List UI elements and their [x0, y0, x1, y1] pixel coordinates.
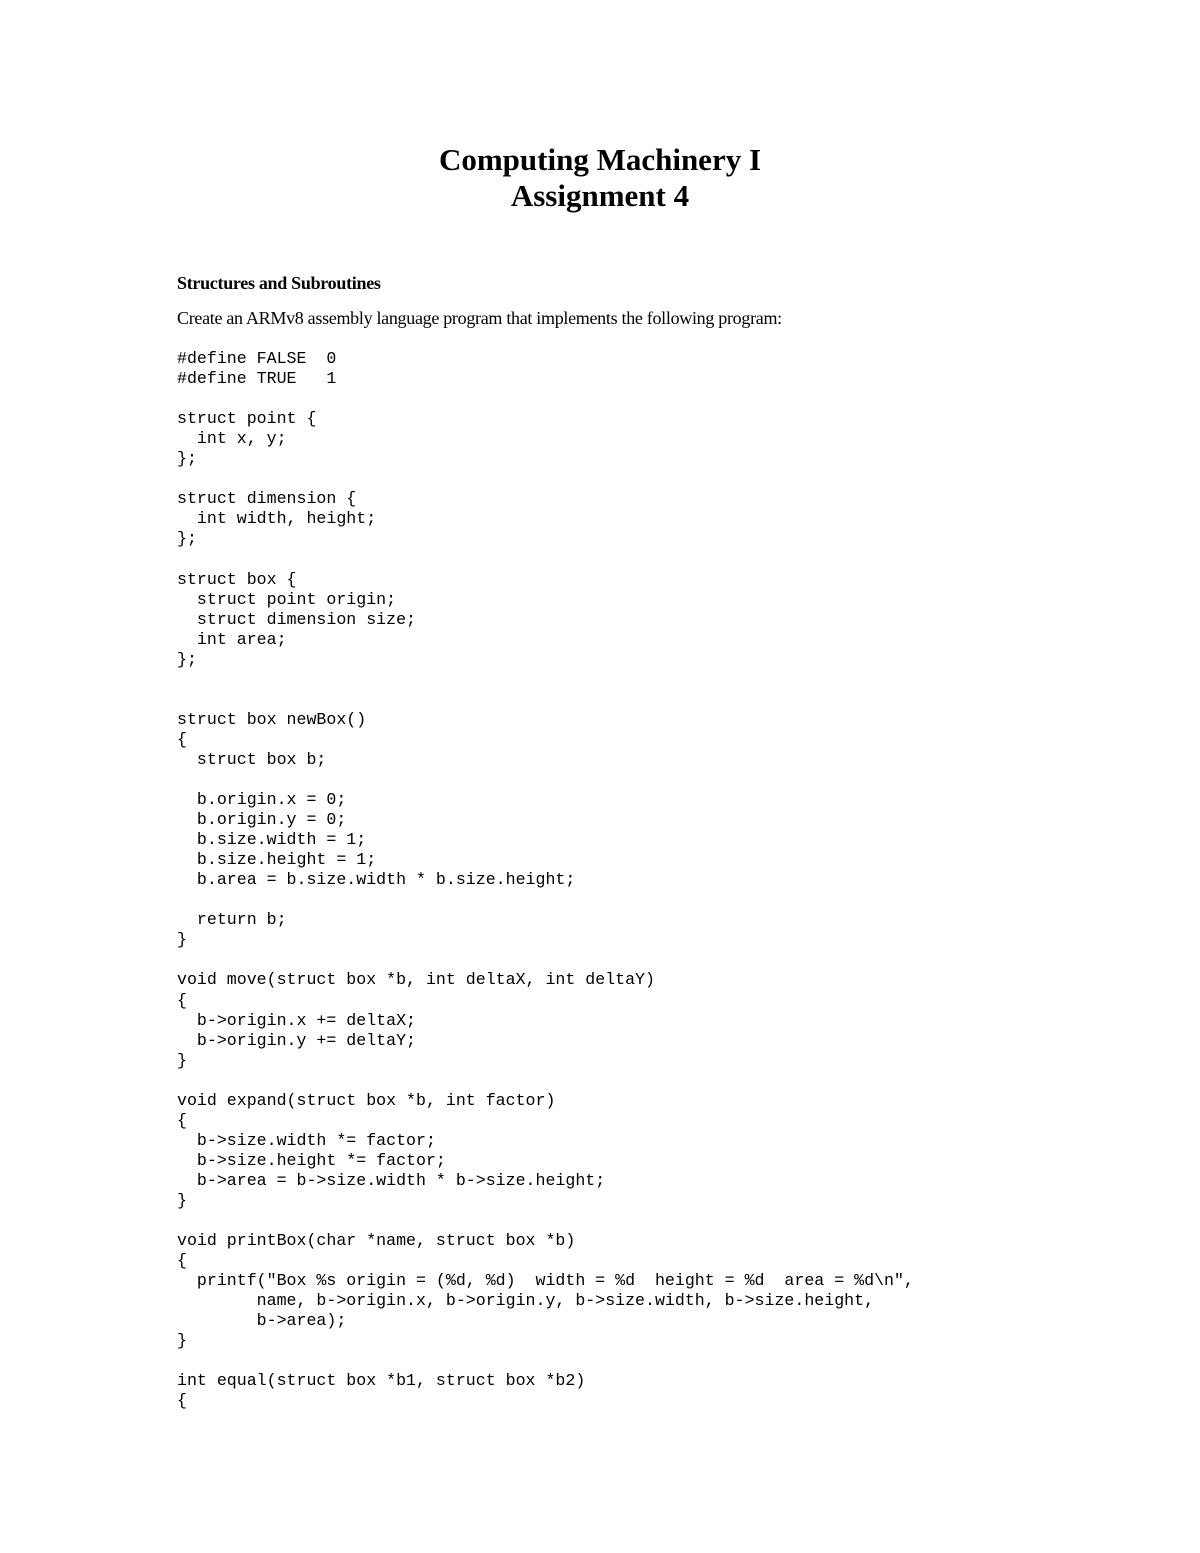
- code-line: [177, 690, 914, 710]
- section-heading: Structures and Subroutines: [177, 273, 381, 293]
- code-line: [177, 1071, 914, 1091]
- code-line: struct dimension {: [177, 489, 357, 509]
- code-line: [177, 770, 914, 790]
- code-line: void move(struct box *b, int deltaX, int deltaY): [177, 970, 655, 990]
- code-line: struct dimension size;: [177, 609, 416, 629]
- code-line: #define FALSE 0: [177, 349, 337, 368]
- code-line: {: [177, 990, 187, 1010]
- code-line: }: [177, 1190, 187, 1210]
- code-line: b.size.height = 1;: [177, 850, 377, 870]
- code-line: b->area);: [177, 1311, 347, 1331]
- code-line: struct box newBox(): [177, 709, 367, 729]
- code-line: [177, 1211, 914, 1231]
- code-line: int area;: [177, 629, 287, 649]
- code-line: [177, 670, 914, 690]
- code-line: }: [177, 1050, 187, 1070]
- code-line: b->origin.y += deltaY;: [177, 1030, 416, 1050]
- code-line: void expand(struct box *b, int factor): [177, 1090, 556, 1110]
- code-line: {: [177, 729, 187, 749]
- code-line: void printBox(char *name, struct box *b): [177, 1231, 576, 1251]
- code-line: struct point origin;: [177, 589, 397, 609]
- code-line: b.size.width = 1;: [177, 830, 367, 850]
- code-line: b->size.height *= factor;: [177, 1150, 446, 1170]
- code-line: #define TRUE 1: [177, 369, 337, 389]
- code-line: struct box b;: [177, 749, 327, 769]
- code-line: [177, 890, 914, 910]
- code-line: b.origin.y = 0;: [177, 810, 347, 830]
- code-line: }: [177, 1331, 187, 1351]
- code-line: b.area = b.size.width * b.size.height;: [177, 870, 576, 890]
- code-line: int width, height;: [177, 509, 377, 529]
- code-line: };: [177, 529, 197, 549]
- intro-paragraph: Create an ARMv8 assembly language program that implements the following program:: [177, 308, 782, 328]
- code-line: {: [177, 1251, 187, 1271]
- code-line: b->size.width *= factor;: [177, 1130, 436, 1150]
- code-line: return b;: [177, 910, 287, 930]
- code-line: int equal(struct box *b1, struct box *b2): [177, 1371, 586, 1391]
- code-line: {: [177, 1110, 187, 1130]
- code-line: b->area = b->size.width * b->size.height;: [177, 1170, 606, 1190]
- code-listing: [177, 349, 914, 1411]
- code-line: struct point {: [177, 409, 317, 429]
- code-line: };: [177, 449, 197, 469]
- code-line: [177, 950, 914, 970]
- title-course: Computing Machinery I: [438, 142, 762, 177]
- code-line: {: [177, 1391, 187, 1411]
- code-line: [177, 469, 914, 489]
- code-line: struct box {: [177, 569, 297, 589]
- code-line: };: [177, 649, 197, 669]
- code-line: printf("Box %s origin = (%d, %d) width = %d height = %d area = %d\n",: [177, 1271, 914, 1291]
- code-line: }: [177, 930, 187, 950]
- code-line: name, b->origin.x, b->origin.y, b->size.width, b->size.height,: [177, 1291, 875, 1311]
- code-line: b->origin.x += deltaX;: [177, 1010, 416, 1030]
- code-line: [177, 1351, 914, 1371]
- title-assignment: Assignment 4: [510, 178, 690, 213]
- document-title: [0, 142, 1200, 214]
- code-line: int x, y;: [177, 429, 287, 449]
- code-line: b.origin.x = 0;: [177, 790, 347, 810]
- code-line: [177, 549, 914, 569]
- code-line: [177, 389, 914, 409]
